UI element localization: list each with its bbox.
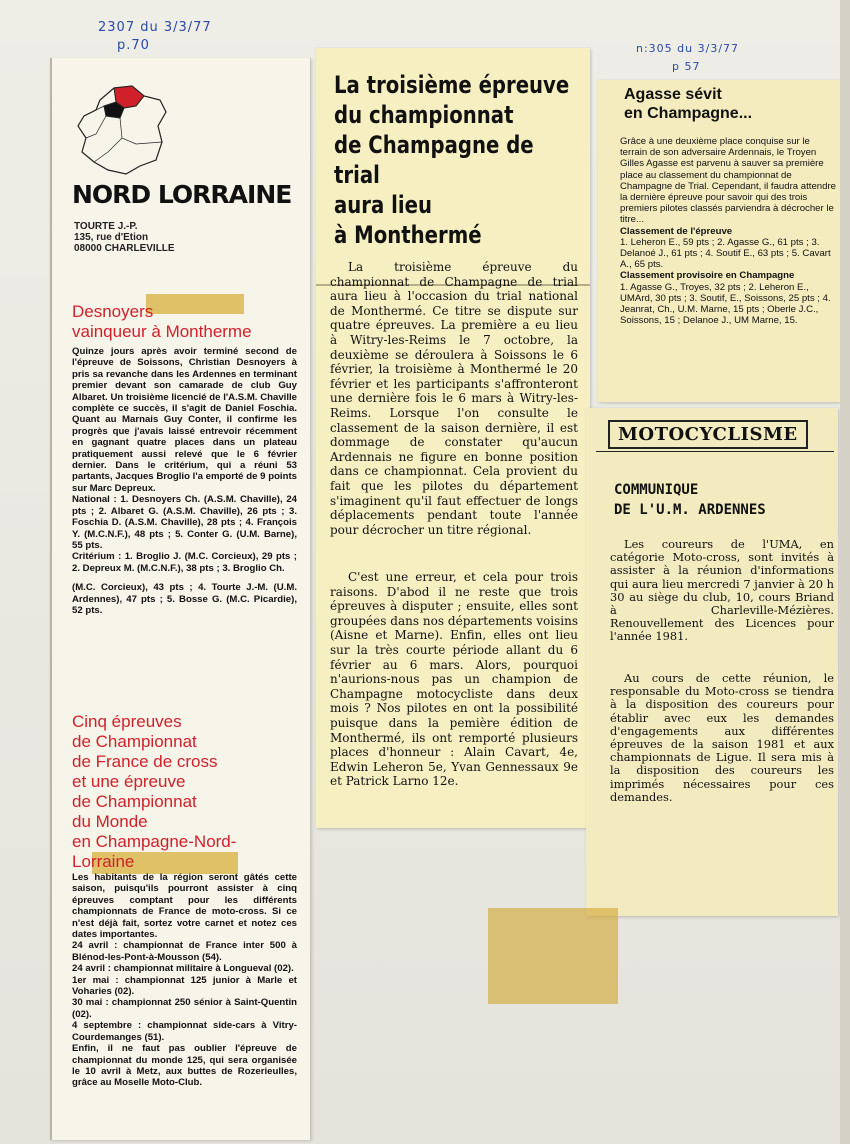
article-headline: COMMUNIQUE DE L'U.M. ARDENNES	[614, 482, 766, 518]
article-body: Quinze jours après avoir terminé second de l'épreuve de Soissons, Christian Desnoyers à pris sa revanche dans les Ardennes en terminant premier devant son camarade de club Guy Albaret. Un troisième licencié de l'A.S.M. Chaville complète ce succès, il s'agit de Daniel Foschia. Quant au Marnais Guy Conter, il confirme les progrès que j'avais laissé entrevoir récemment en gagnant quatre places dans un plateau pratiquement aussi relevé que le 6 février dernier. Dans le critérium, qui a réuni 53 partants, Jacques Broglio l'a emporté de 9 points sur Marc Depreux. National : 1. Desnoyers Ch. (A.S.M. Chaville), 24 pts ; 2. Albaret G. (A.S.M. Chaville), 26 pts ; 3. Foschia D. (A.S.M. Chaville), 28 pts ; 4. François Y. (M.C.N.F.), 48 pts ; 5. Conter G. (U.M. Barne), 55 pts. Critérium : 1. Broglio J. (M.C. Corcieux), 29 pts ; 2. Depreux M. (M.C.N.F.), 38 pts ; 3. Broglio Ch. (M.C. Corcieux), 43 pts ; 4. Tourte J.-M. (U.M. Ardennes), 47 pts ; 5. Bosse G. (M.C. Picardie), 52 pts.	[72, 346, 297, 616]
page-edge	[840, 0, 850, 1144]
divider	[596, 451, 834, 452]
article-body: Grâce à une deuxième place conquise sur le terrain de son adversaire Ardennais, le Troyen Gilles Agasse est parvenu à sauver sa première place au classement du championnat de Champagne de Trial. Cependant, il faudra attendre la dernière épreuve pour savoir qui des trois premiers pilotes classés parviendra à décrocher le titre... Classement de l'épreuve 1. Leheron E., 59 pts ; 2. Agasse G., 61 pts ; 3. Delanoé J., 61 pts ; 4. Soutif E., 63 pts ; 5. Cavart A., 65 pts. Classement provisoire en Champagne 1. Agasse G., Troyes, 32 pts ; 2. Leheron E., UMArd, 30 pts ; 3. Soutif, E., Soissons, 25 pts ; 4. Jeanrat, Ch., U.M. Marne, 15 pts ; Oberle J.C., Soissons, 15 ; Delanoe J., UM Marne, 15.	[620, 136, 836, 327]
agasse-clipping	[598, 80, 840, 402]
section-badge: MOTOCYCLISME	[608, 420, 808, 449]
handwritten-note-right-2: p 57	[672, 60, 701, 73]
subheading: Classement de l'épreuve	[620, 225, 733, 237]
adhesive-tape	[488, 908, 618, 1004]
article-paragraph: Les coureurs de l'UMA, en catégorie Moto-cross, sont invités à assister à la réunion d'informations qui aura lieu mercredi 7 janvier à 20 h 30 au siège du club, 10, cours Briand à Charleville-Mézières. Renouvellement des Licences pour l'année 1981.	[610, 537, 834, 644]
handwritten-note-right-1: n:305 du 3/3/77	[636, 42, 740, 55]
handwritten-note-left-2: p.70	[117, 38, 150, 53]
article-headline-cinq-epreuves: Cinq épreuves de Championnat de France de cross et une épreuve de Championnat du Monde en Champagne-Nord- Lorraine	[72, 712, 237, 871]
section-brand: NORD LORRAINE	[72, 180, 292, 209]
handwritten-note-left-1: 2307 du 3/3/77	[98, 20, 212, 35]
trial-championship-clipping	[316, 48, 590, 828]
address-line: 08000 CHARLEVILLE	[74, 243, 175, 254]
article-paragraph: Au cours de cette réunion, le responsable du Moto-cross se tiendra à la disposition des coureurs pour établir avec eux les demandes d'engagements aux différentes épreuves de la saison 1981 et aux championnats de Ligue. Il sera mis à la disposition des coureurs les imprimés nécessaires pour ces demandes.	[610, 671, 834, 804]
subheading: Classement provisoire en Champagne	[620, 270, 795, 282]
article-headline-desnoyers: Desnoyers vainqueur à Montherme	[72, 302, 252, 341]
motocyclisme-clipping	[586, 408, 838, 916]
article-paragraph: C'est une erreur, et cela pour trois raisons. D'abod il ne reste que trois épreuves à disputer ; ensuite, elles sont groupées dans nos départements voisins (Aisne et Marne). Enfin, elles ont lieu sur la très courte période allant du 6 février au 6 mars. Alors, pourquoi n'aurions-nous pas un champion de Champagne motocycliste dans deux mois ? Nos pilotes en ont la possibilité puisque dans la pemière édition de Monthermé, ils ont remporté plusieurs places d'honneur : Alain Cavart, 4e, Edwin Leheron 5e, Yvan Gennessaux 9e et Patrick Larno 12e.	[330, 570, 578, 789]
nord-lorraine-clipping	[50, 58, 311, 1140]
article-paragraph: La troisième épreuve du championnat de Champagne de trial aura lieu à l'occasion du trial national de Monthermé. Ce titre se dispute sur quatre épreuves. La première a eu lieu à Witry-les-Reims le 7 octobre, la deuxième se déroulera à Soissons le 6 février, la troisième à Monthermé le 20 février et les participants s'affronteront une dernière fois le 6 mars à Witry-les-Reims. Lorsque l'on consulte le classement de la saison dernière, il est dommage de constater qu'aucun Ardennais ne figure en bonne position dans ce championnat. Cela provient du fait que les pilotes du département s'imaginent qu'il faut effectuer de longs déplacements pendant toute l'année pour décrocher un titre régional.	[330, 260, 578, 537]
correspondent-address	[74, 221, 175, 254]
france-map-icon	[74, 82, 178, 178]
article-headline: Agasse sévit en Champagne...	[624, 86, 753, 122]
address-line: 135, rue d'Etion	[74, 232, 149, 243]
article-body: Les habitants de la région seront gâtés cette saison, puisqu'ils pourront assister à cinq épreuves comptant pour les différents championnats de France de moto-cross. Si ce n'est déjà fait, sortez votre carnet et notez ces dates importantes. 24 avril : championnat de France inter 500 à Blénod-les-Pont-à-Mousson (54). 24 avril : championnat militaire à Longueval (02). 1er mai : championnat 125 junior à Marle et Voharies (02). 30 mai : championnat 250 sénior à Saint-Quentin (02). 4 septembre : championnat side-cars à Vitry-Courdemanges (51). Enfin, il ne faut pas oublier l'épreuve de championnat du monde 125, qui sera organisée le 10 avril à Metz, aux buttes de Rozerieulles, grâce au Moselle Moto-Club.	[72, 872, 297, 1089]
address-line: TOURTE J.-P.	[74, 221, 138, 232]
article-headline: La troisième épreuve du championnat de Champagne de trial aura lieu à Monthermé	[334, 71, 570, 249]
